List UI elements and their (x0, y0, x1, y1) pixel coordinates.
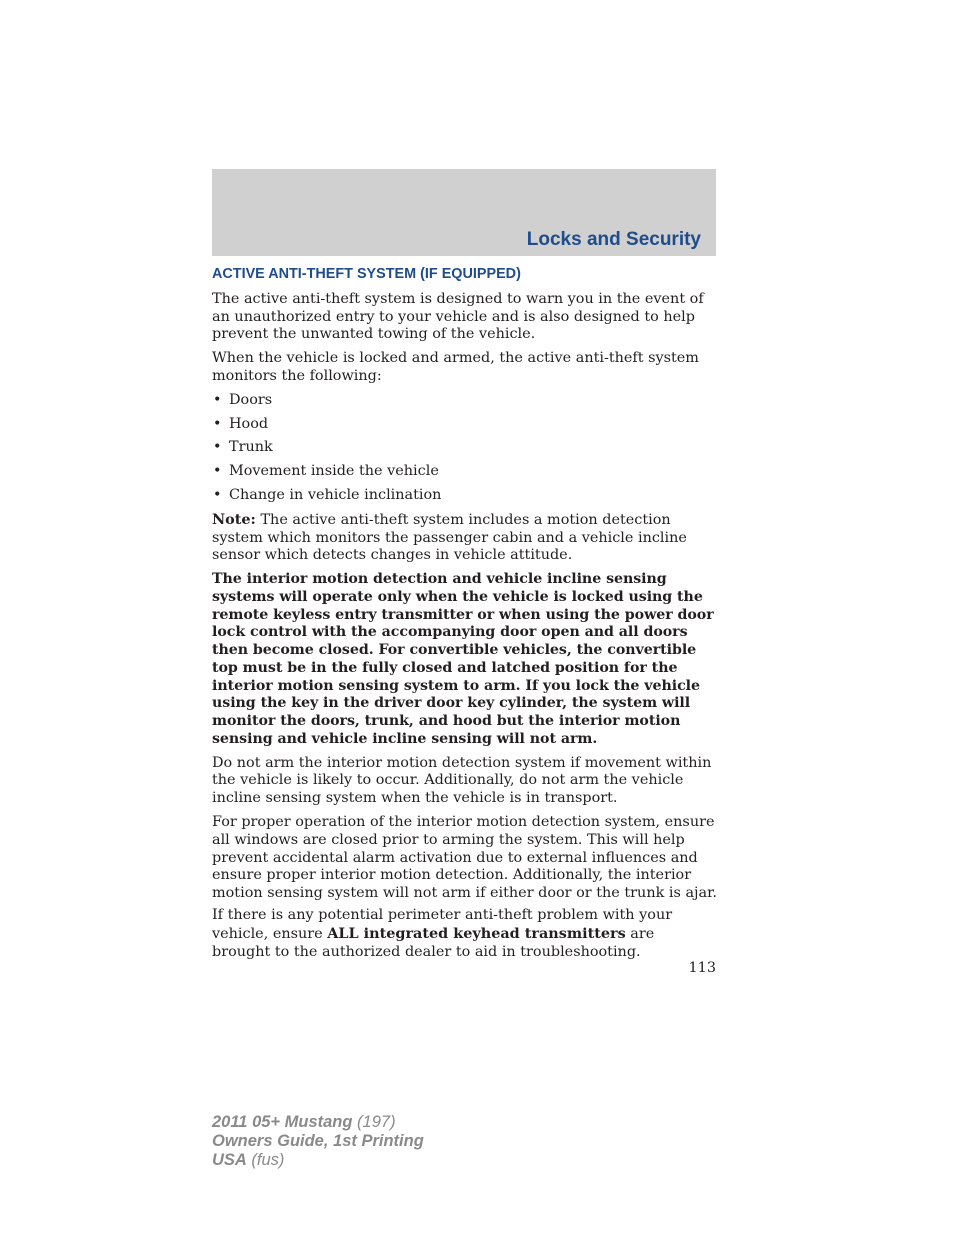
section-title: Locks and Security (526, 229, 701, 250)
note-text: The active anti-theft system includes a motion detection system which monitors the passenger cabin and a vehicle incline sensor which detects changes in vehicle attitude. (212, 511, 687, 564)
perimeter-paragraph (212, 907, 717, 961)
proper-operation-paragraph: For proper operation of the interior motion detection system, ensure all windows are closed prior to arming the system. This will help prevent accidental alarm activation due to external influences and ensure proper interior motion detection. Additionally, the interior motion sensing system will not arm if either door or the trunk is ajar. (212, 814, 717, 902)
list-item (212, 463, 717, 481)
footer-line-model (212, 1113, 424, 1132)
list-item-label: Movement inside the vehicle (229, 463, 439, 480)
footer-market: USA (212, 1151, 247, 1169)
footer-guide: Owners Guide, 1st Printing (212, 1132, 424, 1150)
list-item (212, 392, 717, 410)
footer-model: 2011 05+ Mustang (212, 1113, 353, 1131)
list-item (212, 487, 717, 505)
list-item-label: Change in vehicle inclination (229, 486, 442, 503)
monitors-intro-paragraph: When the vehicle is locked and armed, the active anti-theft system monitors the following: (212, 350, 699, 384)
monitored-items-list (212, 392, 717, 505)
section-heading: ACTIVE ANTI-THEFT SYSTEM (IF EQUIPPED) (212, 266, 521, 282)
page-content (212, 266, 717, 967)
intro-paragraph: The active anti-theft system is designed to warn you in the event of an unauthorized entry to your vehicle and is also designed to help prevent the unwanted towing of the vehicle. (212, 290, 704, 343)
section-header-band (212, 169, 716, 256)
document-footer (212, 1113, 424, 1170)
bullet-icon: • (213, 463, 222, 480)
perimeter-emphasis: ALL integrated keyhead transmitters (327, 924, 626, 942)
footer-market-code: (fus) (246, 1151, 285, 1169)
bullet-icon: • (213, 391, 222, 408)
list-item-label: Trunk (229, 439, 273, 456)
page-number: 113 (688, 960, 716, 976)
footer-line-market (212, 1151, 424, 1170)
do-not-arm-paragraph: Do not arm the interior motion detection system if movement within the vehicle is likely to occur. Additionally, do not arm the vehicle incline sensing system when the vehicle is in transport. (212, 754, 712, 807)
list-item (212, 416, 717, 434)
note-paragraph (212, 511, 717, 565)
bullet-icon: • (213, 486, 222, 503)
note-label: Note: (212, 510, 256, 528)
perimeter-text-end: are brought to the authorized dealer to aid in troubleshooting. (212, 925, 655, 960)
footer-line-guide (212, 1132, 424, 1151)
bullet-icon: • (213, 415, 222, 432)
footer-model-code: (197) (352, 1113, 396, 1131)
list-item-label: Hood (229, 415, 269, 432)
bullet-icon: • (213, 439, 222, 456)
list-item (212, 439, 717, 457)
warning-paragraph: The interior motion detection and vehicle incline sensing systems will operate only when the vehicle is locked using the remote keyless entry transmitter or when using the power door lock control with the accompanying door open and all doors then become closed. For convertible vehicles, the convertible top must be in the fully closed and latched position for the interior motion sensing system to arm. If you lock the vehicle using the key in the driver door key cylinder, the system will monitor the doors, trunk, and hood but the interior motion sensing and vehicle incline sensing will not arm. (212, 571, 714, 747)
list-item-label: Doors (229, 391, 273, 408)
perimeter-text-start: If there is any potential perimeter anti-theft problem with your vehicle, ensure (212, 907, 673, 942)
